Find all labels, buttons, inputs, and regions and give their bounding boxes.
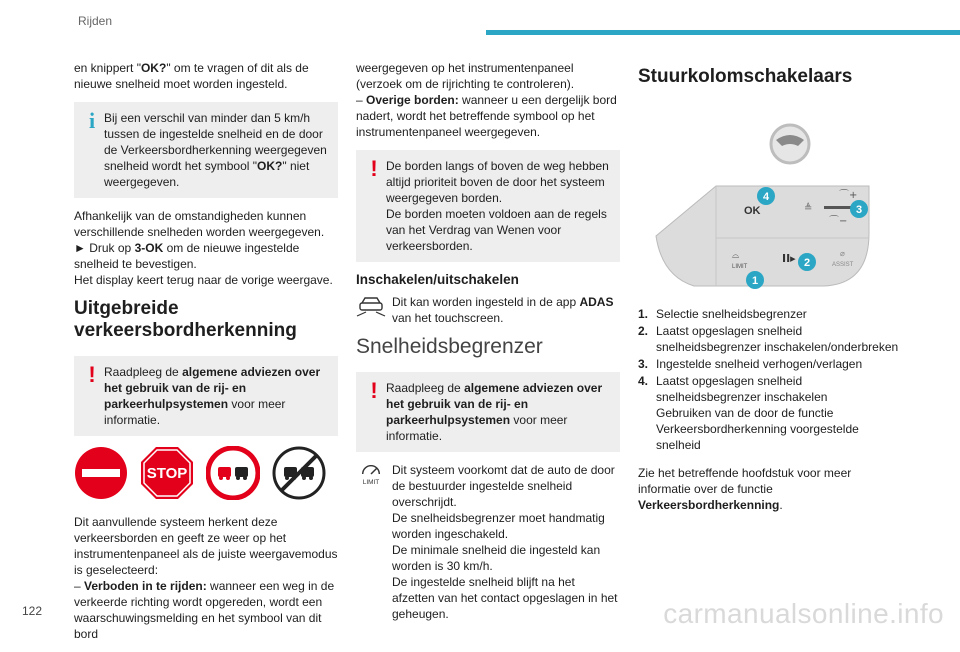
paragraph-ok-blink: en knippert "OK?" om te vragen of dit als de nieuwe snelheid moet worden ingesteld. xyxy=(74,61,309,91)
callout-2: 2 xyxy=(803,257,811,269)
limiter-symbol-icon: ⌓ xyxy=(732,251,740,261)
list-item: 3. Ingestelde snelheid verhogen/verlagen xyxy=(638,357,863,371)
warning-text: Raadpleeg de algemene adviezen over het gebruik van de rij- en parkeerhulpsystemen voor meer informatie. xyxy=(386,381,603,443)
traffic-signs-row xyxy=(74,446,338,500)
end-no-overtaking-sign-icon xyxy=(272,446,326,500)
paragraph-system-description: Dit aanvullende systeem herkent deze verkeersborden en geeft ze weer op het instrumentenpaneel als de juiste weergavemodus is geselecteerd: – Verboden in te rijden: wanneer een weg in de verkeerde richting wordt opgereden, wordt een waarschuwingsmelding en het symbool van dit bord xyxy=(74,515,338,641)
lane-icon: ≜ xyxy=(804,203,813,214)
info-box xyxy=(74,102,338,198)
column-3 xyxy=(638,60,902,523)
speed-plus-icon: ⌒+ xyxy=(839,190,858,201)
heading-speed-limiter: Snelheidsbegrenzer xyxy=(356,335,543,358)
adas-note: Dit kan worden ingesteld in de app ADAS van het touchscreen. xyxy=(356,294,620,326)
callout-1: 1 xyxy=(751,275,759,287)
stop-sign-icon xyxy=(140,446,194,500)
stop-sign-text: STOP xyxy=(146,465,188,482)
paragraph-continued: weergegeven op het instrumentenpaneel (verzoek om de rijrichting te controleren). – Overige borden: wanneer u een dergelijk bord nadert, wordt het betreffende symbool op het instrumentenpaneel weergegeven. xyxy=(356,61,617,139)
assist-symbol-icon: ⌀ xyxy=(840,249,845,258)
list-item: 2. Laatst opgeslagen snelheid snelheidsbegrenzer inschakelen/onderbreken xyxy=(638,324,899,354)
pause-play-icon: II▸ xyxy=(782,252,796,265)
column-2 xyxy=(356,60,620,632)
paragraph-speeds: Afhankelijk van de omstandigheden kunnen verschillende snelheden worden weergegeven. ► Druk op 3-OK om de nieuwe ingestelde snelheid te bevestigen. Het display keert terug naar de vorige weergave. xyxy=(74,209,333,287)
warning-box-signs-priority xyxy=(356,150,620,262)
steering-controls-diagram xyxy=(654,176,884,296)
list-item: 1. Selectie snelheidsbegrenzer xyxy=(638,307,807,321)
warning-icon: ! xyxy=(88,362,96,387)
speed-limit-icon xyxy=(356,462,386,486)
ok-button-label: OK xyxy=(744,205,761,217)
page-number: 122 xyxy=(22,604,43,618)
info-icon: i xyxy=(88,108,96,133)
limiter-description: LIMIT Dit systeem voorkomt dat de auto de door de bestuurder ingestelde snelheid overschrijdt. De snelheidsbegrenzer moet handmatig worden ingeschakeld. De minimale snelheid die ingesteld kan worden is 30 km/h. De ingestelde snelheid blijft na het afzetten van het contact opgeslagen in het geheugen. xyxy=(356,462,620,622)
warning-text: De borden langs of boven de weg hebben altijd prioriteit boven de door het systeem weergegeven borden. De borden moeten voldoen aan de regels van het Verdrag van Wenen voor verkeersborden. xyxy=(386,159,609,253)
warning-icon: ! xyxy=(370,378,378,403)
speed-minus-icon: ⌒− xyxy=(829,216,848,227)
no-overtaking-sign-icon xyxy=(206,446,260,500)
warning-box xyxy=(74,356,338,436)
callout-3: 3 xyxy=(855,204,863,216)
limit-button-label: LIMIT xyxy=(732,264,748,270)
watermark: carmanualsonline.info xyxy=(663,598,944,629)
limit-label: LIMIT xyxy=(362,479,380,486)
warning-box-limiter xyxy=(356,372,620,452)
no-entry-sign-icon xyxy=(74,446,128,500)
car-lanes-icon xyxy=(356,294,386,318)
column-1 xyxy=(74,60,338,652)
assist-button-label: ASSIST xyxy=(832,262,854,268)
warning-icon: ! xyxy=(370,156,378,181)
section-header: Rijden xyxy=(78,14,113,28)
paragraph-see-chapter: Zie het betreffende hoofdstuk voor meer informatie over de functie Verkeersbordherkenning. xyxy=(638,466,852,512)
list-item: 4. Laatst opgeslagen snelheid snelheidsbegrenzer inschakelen Gebruiken van de door de functie Verkeersbordherkenning voorgestelde snelheid xyxy=(638,374,859,452)
heading-enable-disable: Inschakelen/uitschakelen xyxy=(356,272,519,287)
heading-steering-controls: Stuurkolomschakelaars xyxy=(638,66,853,87)
heading-extended-recognition: Uitgebreide verkeersbordherkenning xyxy=(74,298,297,341)
steering-wheel-icon xyxy=(768,122,812,166)
callout-4: 4 xyxy=(762,191,770,203)
warning-text: Raadpleeg de algemene adviezen over het gebruik van de rij- en parkeerhulpsystemen voor meer informatie. xyxy=(104,365,321,427)
controls-legend-list xyxy=(638,306,902,453)
header-accent-bar xyxy=(486,30,960,35)
info-text: Bij een verschil van minder dan 5 km/h tussen de ingestelde snelheid en de door de Verkeersbordherkenning weergegeven snelheid wordt het symbool "OK?" niet weergegeven. xyxy=(104,111,327,189)
